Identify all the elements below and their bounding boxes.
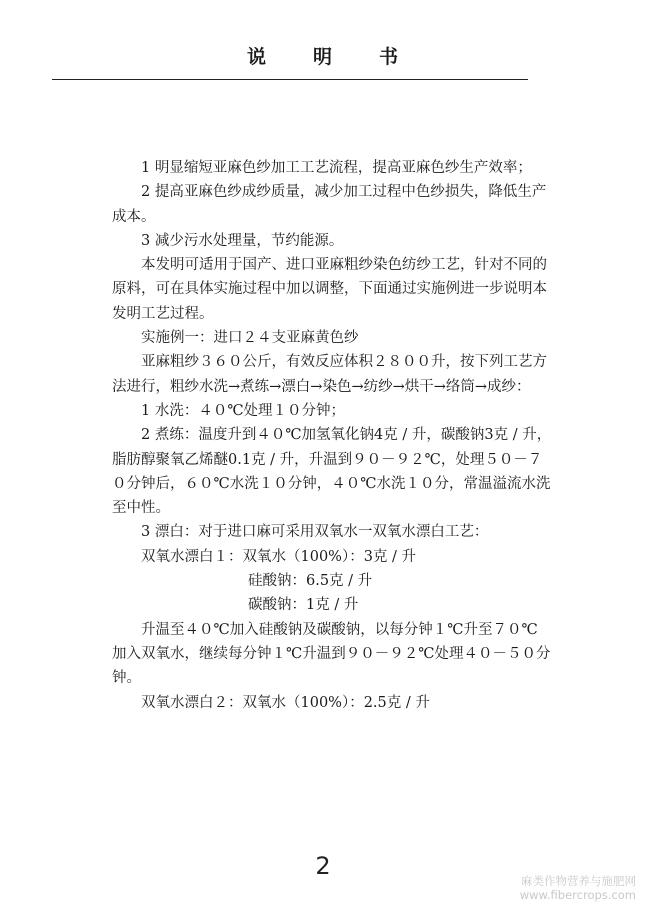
body-text xyxy=(112,156,552,715)
paragraph-14: 双氧水漂白２：双氧水（100%）：2.5克 / 升 xyxy=(141,694,430,711)
paragraph-5: 实施例一：进口２４支亚麻黄色纱 xyxy=(141,330,359,347)
page-number: 2 xyxy=(315,852,331,880)
document-title xyxy=(0,42,646,69)
paragraph-3: 3 减少污水处理量，节约能源。 xyxy=(141,232,344,249)
title-char-2: 明 xyxy=(312,46,333,68)
watermark-line-2: www.fibercrops.com xyxy=(519,888,636,902)
paragraph-11: 硅酸钠：6.5克 / 升 xyxy=(248,573,373,590)
paragraph-12: 碳酸钠：1克 / 升 xyxy=(248,597,359,614)
paragraph-10: 双氧水漂白１：双氧水（100%）：3克 / 升 xyxy=(141,548,417,565)
paragraph-2: 2 提高亚麻色纱成纱质量，减少加工过程中色纱损失，降低生产成本。 xyxy=(112,184,547,225)
paragraph-1: 1 明显缩短亚麻色纱加工工艺流程，提高亚麻色纱生产效率； xyxy=(141,160,532,176)
paragraph-9: 3 漂白：对于进口麻可采用双氧水一双氧水漂白工艺： xyxy=(141,524,489,541)
title-underline xyxy=(52,79,528,80)
paragraph-4: 本发明可适用于国产、进口亚麻粗纱染色纺纱工艺，针对不同的原料，可在具体实施过程中加以调整，下面通过实施例进一步说明本发明工艺过程。 xyxy=(112,257,547,322)
watermark-line-1: 麻类作物营养与施肥网 xyxy=(521,874,636,888)
paragraph-7: 1 水洗：４０℃处理１０分钟； xyxy=(141,402,346,419)
title-char-3: 书 xyxy=(379,46,400,68)
title-char-1: 说 xyxy=(246,46,267,68)
paragraph-8: 2 煮练：温度升到４０℃加氢氧化钠4克 / 升，碳酸钠3克 / 升，脂肪醇聚氧乙烯醚0.1克 / 升，升温到９０－９２℃，处理５０－７０分钟后，６０℃水洗１０分钟，４０℃水洗１０分，常温溢流水洗至中性。 xyxy=(112,427,552,517)
paragraph-6: 亚麻粗纱３６０公斤，有效反应体积２８００升，按下列工艺方法进行，粗纱水洗→煮练→漂白→染色→纺纱→烘干→络筒→成纱： xyxy=(112,354,547,395)
paragraph-13: 升温至４０℃加入硅酸钠及碳酸钠，以每分钟１℃升至７０℃加入双氧水，继续每分钟１℃升温到９０－９２℃处理４０－５０分钟。 xyxy=(112,621,551,687)
watermark xyxy=(520,874,636,902)
